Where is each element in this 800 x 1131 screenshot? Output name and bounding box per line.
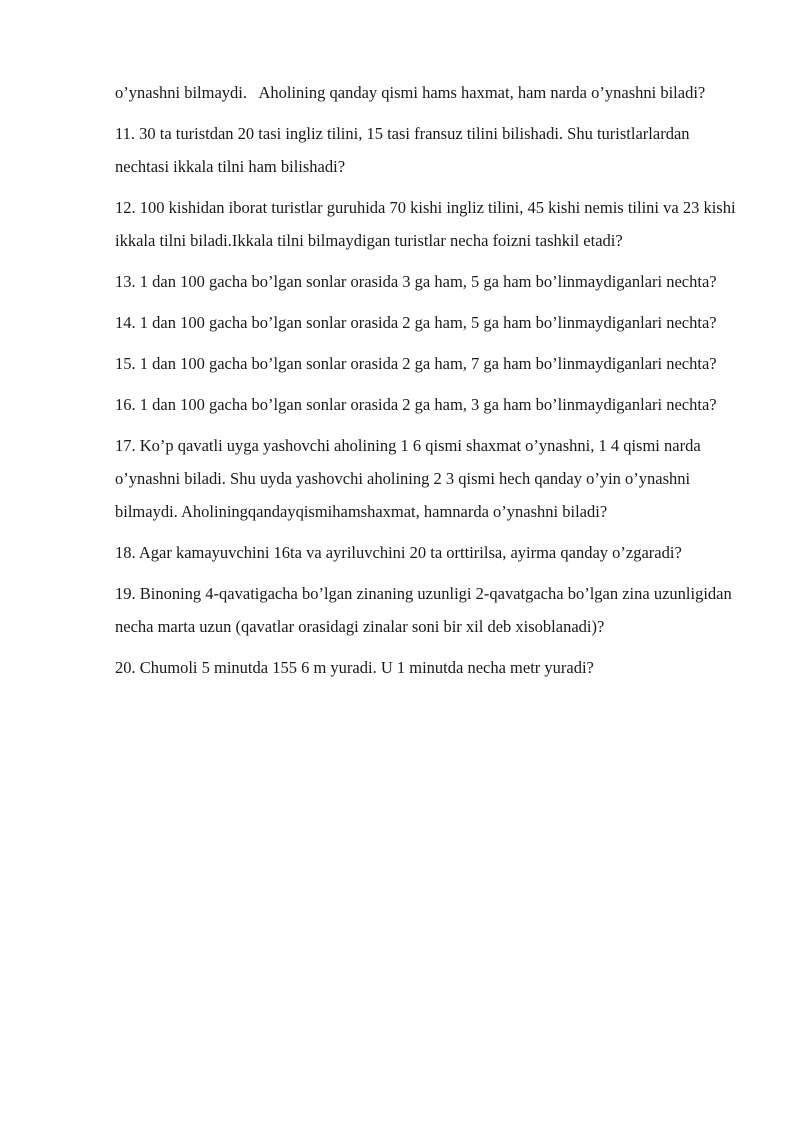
problem-19: 19. Binoning 4-qavatigacha bo’lgan zinaning uzunligi 2-qavatgacha bo’lgan zina uzunligidan necha marta uzun (qavatlar orasidagi zinalar soni bir xil deb xisoblanadi)? bbox=[115, 584, 736, 636]
paragraph-continuation: o’ynashni bilmaydi. Aholining qanday qismi hams haxmat, ham narda o’ynashni biladi? bbox=[115, 83, 706, 102]
problem-14: 14. 1 dan 100 gacha bo’lgan sonlar orasida 2 ga ham, 5 ga ham bo’linmaydiganlari nechta? bbox=[115, 313, 717, 332]
problem-20: 20. Chumoli 5 minutda 155 6 m yuradi. U 1 minutda necha metr yuradi? bbox=[115, 658, 594, 677]
problem-16: 16. 1 dan 100 gacha bo’lgan sonlar orasida 2 ga ham, 3 ga ham bo’linmaydiganlari nechta? bbox=[115, 395, 717, 414]
problem-17: 17. Ko’p qavatli uyga yashovchi aholining 1 6 qismi shaxmat o’ynashni, 1 4 qismi narda o’ynashni biladi. Shu uyda yashovchi aholining 2 3 qismi hech qanday o’yin o’ynashni bilmaydi. Aholiningqandayqismihamshaxmat, hamnarda o’ynashni biladi? bbox=[115, 436, 705, 521]
document-body bbox=[115, 76, 745, 692]
problem-13: 13. 1 dan 100 gacha bo’lgan sonlar orasida 3 ga ham, 5 ga ham bo’linmaydiganlari nechta? bbox=[115, 272, 717, 291]
problem-18: 18. Agar kamayuvchini 16ta va ayriluvchini 20 ta orttirilsa, ayirma qanday o’zgaradi? bbox=[115, 543, 682, 562]
problem-12: 12. 100 kishidan iborat turistlar guruhida 70 kishi ingliz tilini, 45 kishi nemis tilini va 23 kishi ikkala tilni biladi.Ikkala tilni bilmaydigan turistlar necha foizni tashkil etadi? bbox=[115, 198, 740, 250]
problem-15: 15. 1 dan 100 gacha bo’lgan sonlar orasida 2 ga ham, 7 ga ham bo’linmaydiganlari nechta? bbox=[115, 354, 717, 373]
problem-11: 11. 30 ta turistdan 20 tasi ingliz tilini, 15 tasi fransuz tilini bilishadi. Shu turistlarlardan nechtasi ikkala tilni ham bilishadi? bbox=[115, 124, 694, 176]
